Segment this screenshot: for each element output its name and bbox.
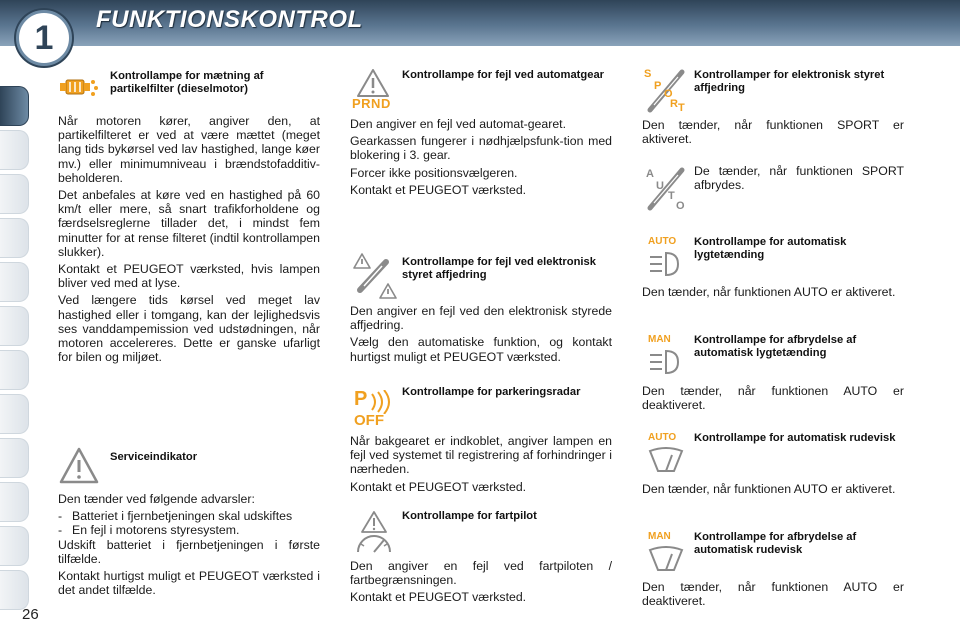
chapter-tab[interactable]: [0, 570, 29, 610]
manual-lighting-body: [642, 384, 904, 415]
paragraph: Den tænder, når funktionen AUTO er deaktiveret.: [642, 384, 904, 413]
paragraph: De tænder, når funktionen SPORT afbrydes.: [694, 164, 904, 193]
chapter-tab[interactable]: [0, 438, 29, 478]
parking-radar-icon: [352, 388, 398, 434]
paragraph: Når motoren kører, angiver den, at partikelfilteret er ved at være mættet (meget lang tids bykørsel ved lav hastighed, lange køer mv.) eller minimumniveau i brændstofadditiv-beholderen.: [58, 114, 320, 185]
paragraph: Kontakt et PEUGEOT værksted, hvis lampen bliver ved med at lyse.: [58, 262, 320, 291]
particle-filter-body: [58, 114, 320, 367]
page-title: FUNKTIONSKONTROL: [96, 6, 363, 33]
paragraph: Den angiver en fejl ved fartpiloten / fartbegrænsningen.: [350, 559, 612, 588]
paragraph: Den tænder ved følgende advarsler:: [58, 492, 255, 506]
paragraph: Kontakt hurtigst muligt et PEUGEOT værksted i det andet tilfælde.: [58, 569, 320, 598]
paragraph: Den angiver en fejl ved den elektronisk styrede affjedring.: [350, 304, 612, 333]
chapter-badge: 1: [16, 10, 72, 66]
gearbox-title: Kontrollampe for fejl ved automatgear: [402, 69, 605, 81]
paragraph: Forcer ikke positionsvælgeren.: [350, 165, 518, 180]
auto-letter: T: [668, 190, 675, 202]
cruise-control-icon: [352, 510, 396, 556]
list-item: - En fejl i motorens styresystem.: [58, 523, 240, 538]
gearbox-icon-label: PRND: [352, 96, 391, 111]
auto-suspension-body: [694, 164, 904, 195]
paragraph: Kontakt et PEUGEOT værksted.: [350, 182, 527, 197]
chapter-tab[interactable]: [0, 306, 29, 346]
sport-letter: S: [644, 68, 652, 80]
chapter-tab[interactable]: [0, 130, 29, 170]
paragraph: Gearkassen fungerer i nødhjælpsfunk-tion med blokering i 3. gear.: [350, 134, 612, 163]
paragraph: Kontakt et PEUGEOT værksted.: [350, 590, 527, 605]
auto-letter: O: [676, 200, 685, 212]
suspension-fault-body: [350, 304, 612, 367]
chapter-tab-active[interactable]: [0, 86, 29, 126]
sport-suspension-title: Kontrollamper for elektronisk styret affjedring: [694, 69, 885, 94]
chapter-tab[interactable]: [0, 262, 29, 302]
sport-suspension-icon: [642, 66, 688, 114]
manual-lighting-label: MAN: [648, 334, 671, 345]
auto-letter: A: [646, 168, 654, 180]
parking-icon-label: P: [354, 388, 368, 410]
suspension-fault-icon: [352, 252, 398, 302]
chapter-tab[interactable]: [0, 218, 29, 258]
cruise-control-body: [350, 559, 612, 608]
paragraph: Ved længere tids kørsel ved meget lav hastighed eller i tomgang, kan der lejlighedsvis ses vanddampemission ved udstødningen, når motoren accelereres. Dette er ganske ufarligt for bilen og miljøet.: [58, 293, 320, 365]
manual-lighting-icon: [644, 334, 690, 378]
paragraph: Udskift batteriet i fjernbetjeningen i første tilfælde.: [58, 537, 320, 566]
sport-letter: T: [678, 102, 685, 114]
paragraph: Kontakt et PEUGEOT værksted.: [350, 479, 527, 494]
chapter-tab[interactable]: [0, 350, 29, 390]
chapter-tab[interactable]: [0, 174, 29, 214]
auto-lighting-label: AUTO: [648, 236, 677, 247]
paragraph: Den tænder, når funktionen SPORT er aktiveret.: [642, 118, 904, 147]
page-number: 26: [22, 606, 39, 623]
auto-lighting-icon: [644, 236, 690, 280]
sport-suspension-body: [642, 118, 904, 149]
service-indicator-body: [58, 492, 320, 600]
paragraph: Den angiver en fejl ved automat-gearet.: [350, 117, 567, 131]
auto-letter: U: [656, 180, 664, 192]
parking-radar-body: [350, 434, 612, 497]
gearbox-warning-icon: [350, 68, 396, 114]
sport-letter: P: [654, 80, 662, 92]
page-header: [0, 0, 960, 46]
manual-lighting-title: Kontrollampe for afbrydelse af automatisk lygtetænding: [694, 334, 857, 359]
cruise-control-title: Kontrollampe for fartpilot: [402, 510, 537, 522]
parking-radar-title: Kontrollampe for parkeringsradar: [402, 386, 581, 398]
paragraph: Den tænder, når funktionen AUTO er aktiveret.: [642, 285, 896, 299]
manual-wiper-title: Kontrollampe for afbrydelse af automatisk rudevisk: [694, 531, 857, 556]
suspension-fault-title: Kontrollampe for fejl ved elektronisk styret affjedring: [402, 256, 596, 281]
paragraph: Det anbefales at køre ved en hastighed på 60 km/t eller mere, så snart trafikforholdene og færdselsreglerne tillader det, i mindst fem minutter for at rense filteret (indtil kontrollampen slukker).: [58, 188, 320, 259]
chapter-tab[interactable]: [0, 526, 29, 566]
chapter-tabs: [0, 66, 38, 606]
paragraph: Den tænder, når funktionen AUTO er aktiveret.: [642, 482, 896, 496]
sport-letter: R: [670, 98, 678, 110]
paragraph: Den tænder, når funktionen AUTO er deaktiveret.: [642, 580, 904, 609]
manual-wiper-icon: [644, 531, 690, 575]
chapter-tab[interactable]: [0, 482, 29, 522]
manual-wiper-label: MAN: [648, 531, 671, 542]
gearbox-body: [350, 117, 612, 200]
warning-triangle-icon: [58, 446, 100, 486]
paragraph: Når bakgearet er indkoblet, angiver lampen en fejl ved systemet til registrering af forhindringer i nærheden.: [350, 434, 612, 477]
auto-lighting-title: Kontrollampe for automatisk lygtetænding: [694, 236, 847, 261]
particle-filter-icon: [58, 70, 100, 104]
manual-wiper-body: [642, 580, 904, 611]
list-item: - Batteriet i fjernbetjeningen skal udskiftes: [58, 509, 293, 524]
service-indicator-title: Serviceindikator: [110, 451, 198, 463]
auto-suspension-icon: [642, 164, 688, 212]
auto-wiper-label: AUTO: [648, 432, 677, 443]
auto-lighting-body: [642, 285, 904, 302]
auto-wiper-body: [642, 482, 904, 499]
chapter-tab[interactable]: [0, 394, 29, 434]
auto-wiper-icon: [644, 432, 690, 476]
parking-off-label: OFF: [354, 412, 384, 429]
particle-filter-title: Kontrollampe for mætning af partikelfilter (dieselmotor): [110, 70, 264, 95]
sport-letter: O: [664, 88, 673, 100]
paragraph: Vælg den automatiske funktion, og kontakt hurtigst muligt et PEUGEOT værksted.: [350, 335, 612, 364]
auto-wiper-title: Kontrollampe for automatisk rudevisk: [694, 432, 896, 444]
